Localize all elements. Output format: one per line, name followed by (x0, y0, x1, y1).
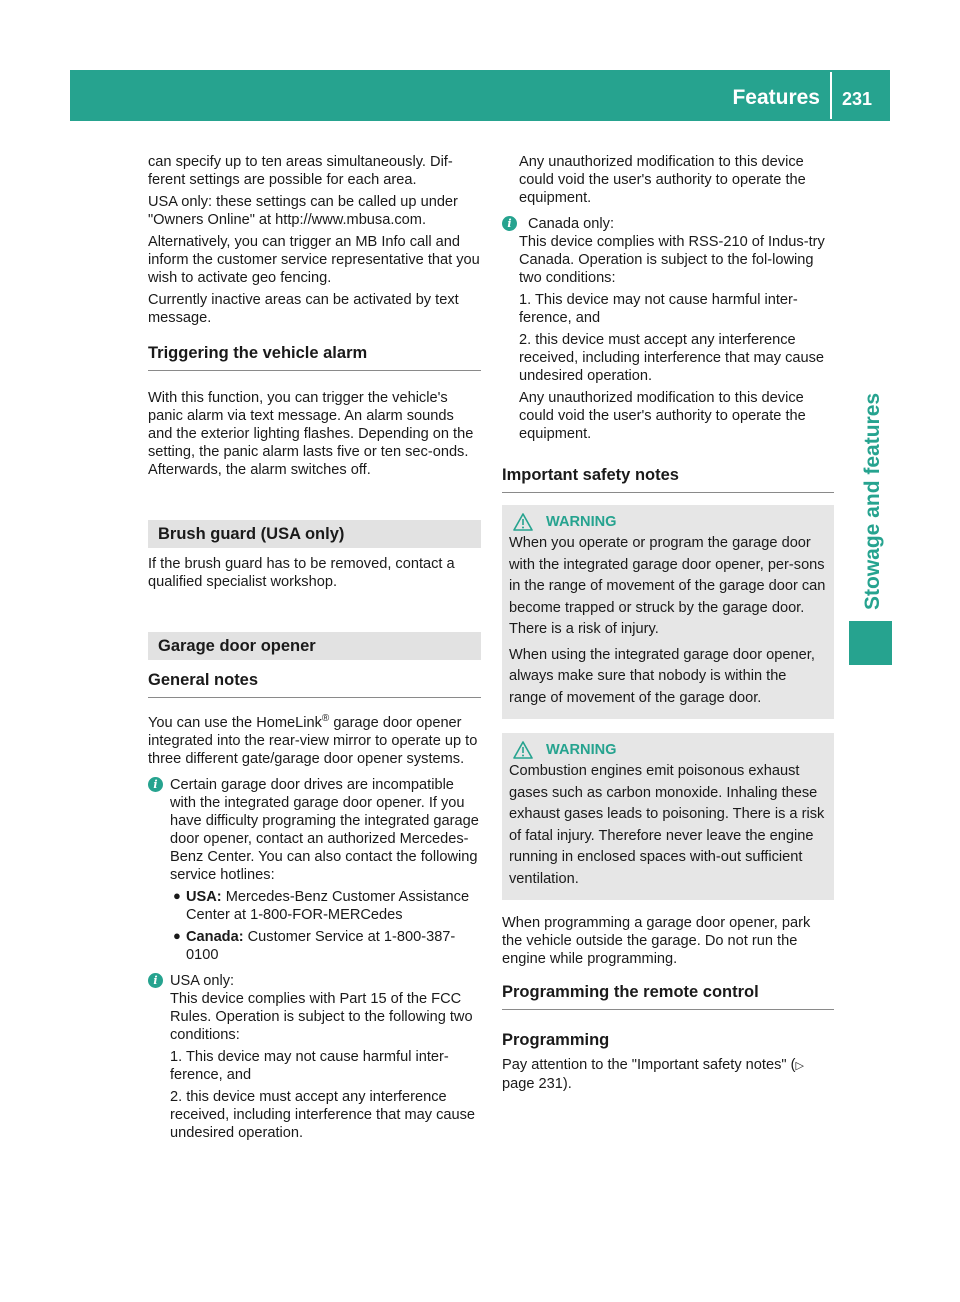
bullet-icon: ● (173, 887, 181, 903)
right-column (502, 153, 834, 1093)
warning-garage-text-1: When you operate or program the garage door with the integrated garage door opener, per-sons in the range of movement of the garage door can become trapped or struck by the garage door. There is a risk of injury. (509, 535, 826, 637)
page-ref-arrow-icon: ▷ (795, 1060, 804, 1072)
canada-only-modification: Any unauthorized modification to this device could void the user's authority to operate the equipment. (519, 390, 806, 442)
canada-only-title: Canada only: (528, 216, 615, 232)
general-notes-text: You can use the HomeLink® garage door opener integrated into the rear-view mirror to operate up to three different gate/garage door opener systems. (148, 713, 478, 767)
hotline-canada: ● Canada: Customer Service at 1-800-387-0100 (173, 927, 456, 963)
brush-guard-heading: Brush guard (USA only) (148, 520, 481, 548)
info-note-usa-only (148, 972, 481, 1142)
canada-only-text: This device complies with RSS-210 of Indus-try Canada. Operation is subject to the fol-lowing two conditions: (519, 234, 825, 286)
side-chapter-label: Stowage and features (861, 392, 884, 610)
intro-paragraph-3: Alternatively, you can trigger an MB Info call and inform the customer service representative that you wish to activate geo fencing. (148, 234, 480, 286)
canada-only-condition-2: 2. this device must accept any interference received, including interference that may cause undesired operation. (519, 332, 825, 384)
warning-box-exhaust (502, 733, 834, 900)
programming-text: Pay attention to the "Important safety notes" (▷ page 231). (502, 1057, 804, 1092)
warning-box-garage (502, 505, 834, 719)
warning-garage-text-2: When using the integrated garage door opener, always make sure that nobody is within the range of movement of the garage door. (509, 646, 815, 706)
intro-paragraph-2: USA only: these settings can be called up under "Owners Online" at http://www.mbusa.com. (148, 194, 458, 228)
info-note-canada-only (502, 215, 834, 443)
info-note-compatibility (148, 776, 481, 964)
side-chapter-marker (849, 621, 892, 665)
usa-only-text: This device complies with Part 15 of the FCC Rules. Operation is subject to the following two conditions: (170, 990, 473, 1043)
safety-notes-heading: Important safety notes (502, 465, 834, 493)
info-icon: i (148, 777, 163, 792)
page-reference-link[interactable]: page 231). (502, 1076, 572, 1092)
usa-only-condition-1: 1. This device may not cause harmful inter-ference, and (170, 1048, 449, 1083)
bullet-icon: ● (173, 927, 181, 943)
alarm-heading: Triggering the vehicle alarm (148, 343, 481, 371)
warning-exhaust-text: Combustion engines emit poisonous exhaust gases such as carbon monoxide. Inhaling these exhaust gases leads to poisoning. There is a risk of fatal injury. Therefore never leave the engine running in enclosed spaces with-out sufficient ventilation. (509, 763, 825, 887)
warning-title: WARNING (546, 514, 617, 530)
programming-note: When programming a garage door opener, park the vehicle outside the garage. Do not run the engine while programming. (502, 915, 811, 967)
modification-note: Any unauthorized modification to this device could void the user's authority to operate the equipment. (519, 154, 806, 206)
garage-door-heading: Garage door opener (148, 632, 481, 660)
canada-only-condition-1: 1. This device may not cause harmful inter-ference, and (519, 292, 798, 326)
hotline-usa: ● USA: Mercedes-Benz Customer Assistance Center at 1-800-FOR-MERCedes (173, 887, 470, 923)
general-notes-heading: General notes (148, 670, 481, 698)
side-chapter-tab (847, 310, 891, 610)
intro-paragraph-1: can specify up to ten areas simultaneously. Dif-ferent settings are possible for each area. (148, 154, 453, 188)
page-number: 231 (842, 89, 873, 109)
programming-heading: Programming (502, 1031, 610, 1049)
usa-only-title: USA only: (170, 972, 235, 989)
info-compatibility-text: Certain garage door drives are incompatible with the integrated garage door opener. If you have difficulty programing the integrated garage door opener, contact an authorized Mercedes-Benz Center. You can also contact the following service hotlines: (170, 776, 479, 883)
usa-only-condition-2: 2. this device must accept any interference received, including interference that may cause undesired operation. (170, 1088, 476, 1141)
warning-title: WARNING (546, 742, 617, 758)
warning-triangle-icon (513, 741, 533, 759)
info-icon: i (148, 973, 163, 988)
brush-guard-text: If the brush guard has to be removed, contact a qualified specialist workshop. (148, 556, 455, 590)
warning-triangle-icon (513, 513, 533, 531)
header-section-title: Features (732, 86, 820, 109)
alarm-text: With this function, you can trigger the vehicle's panic alarm via text message. An alarm sounds and the exterior lighting flashes. Depending on the setting, the panic alarm lasts five or ten sec-onds. Afterwards, the alarm switches off. (148, 390, 474, 478)
header-divider (830, 72, 832, 119)
remote-control-heading: Programming the remote control (502, 982, 834, 1010)
left-column (148, 153, 481, 1142)
info-icon: i (502, 216, 517, 231)
intro-paragraph-4: Currently inactive areas can be activated by text message. (148, 292, 459, 326)
